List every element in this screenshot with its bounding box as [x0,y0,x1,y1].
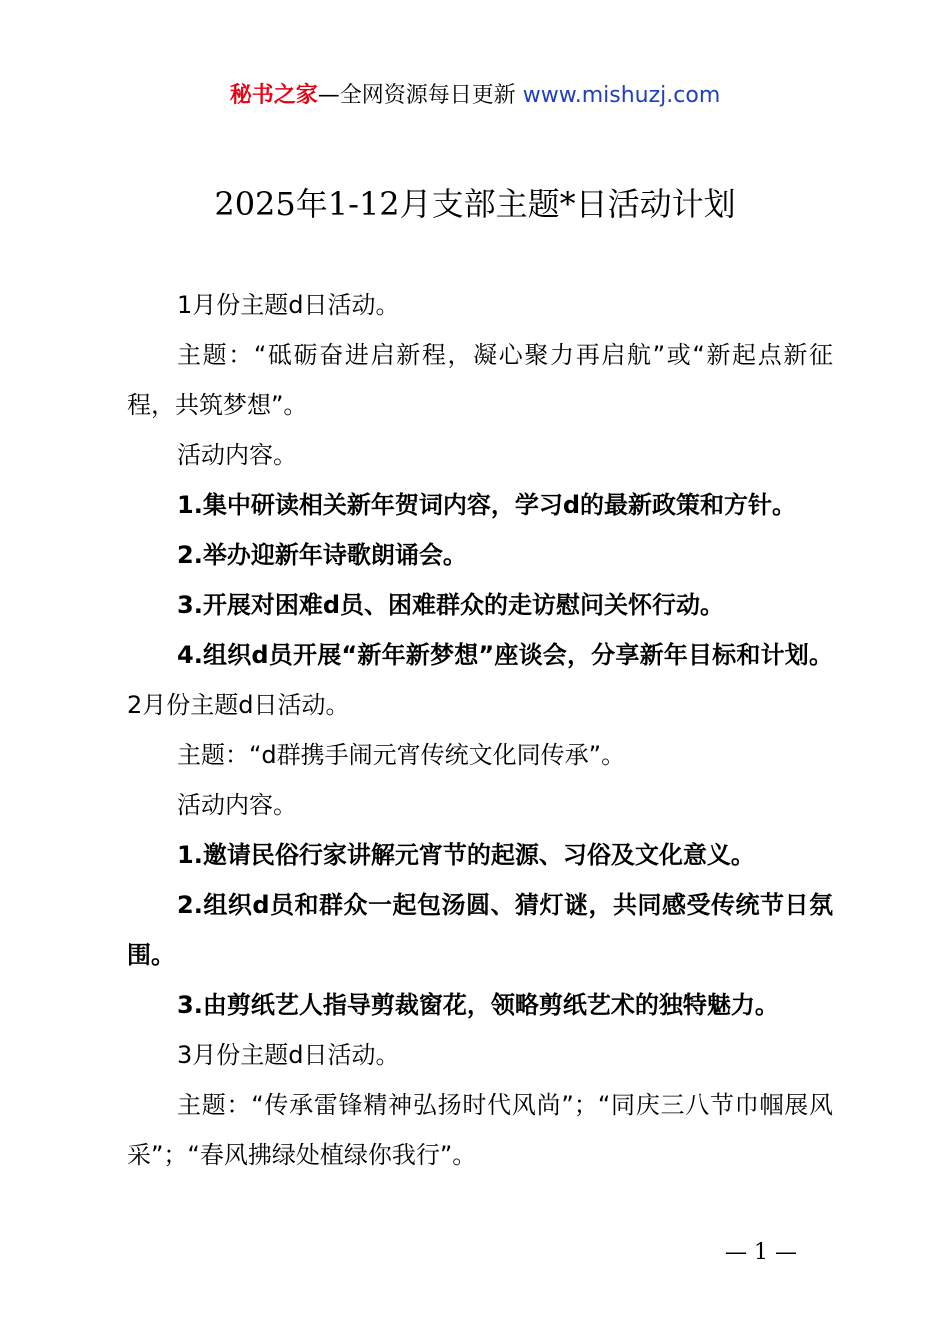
paragraph-feb-item-1: 1.邀请民俗行家讲解元宵节的起源、习俗及文化意义。 [177,841,755,869]
paragraph-jan-item-3: 3.开展对困难d员、困难群众的走访慰问关怀行动。 [177,591,724,619]
paragraph-jan-item-1: 1.集中研读相关新年贺词内容，学习d的最新政策和方针。 [177,491,796,519]
feb-heading-text: 2月份主题d日活动。 [127,691,350,719]
brand-name: 秘书之家 [229,83,318,108]
paragraph-jan-item-4 [127,630,833,730]
site-url[interactable]: www.mishuzj.com [522,83,721,108]
paragraph-feb-theme: 主题：“d群携手闹元宵传统文化同传承”。 [177,741,626,769]
page-number: — 1 — [725,1240,797,1265]
jan-item-4-text: 4.组织d员开展“新年新梦想”座谈会，分享新年目标和计划。 [177,641,833,669]
paragraph-mar-theme: 主题：“传承雷锋精神弘扬时代风尚”；“同庆三八节巾帼展风采”；“春风拂绿处植绿你我行”。 [127,1091,833,1169]
paragraph-activity-label-2: 活动内容。 [177,791,297,819]
paragraph-jan-heading: 1月份主题d日活动。 [177,291,400,319]
site-header [0,80,950,112]
paragraph-jan-theme: 主题：“砥砺奋进启新程，凝心聚力再启航”或“新起点新征程，共筑梦想”。 [127,341,833,419]
paragraph-feb-item-3: 3.由剪纸艺人指导剪裁窗花，领略剪纸艺术的独特魅力。 [177,991,779,1019]
paragraph-feb-item-2: 2.组织d员和群众一起包汤圆、猜灯谜，共同感受传统节日氛围。 [127,891,833,969]
paragraph-mar-heading: 3月份主题d日活动。 [177,1041,400,1069]
document-body [127,280,833,1180]
paragraph-activity-label: 活动内容。 [177,441,297,469]
document-title: 2025年1-12月支部主题*日活动计划 [214,185,736,223]
header-tagline: —全网资源每日更新 [317,83,516,108]
paragraph-jan-item-2: 2.举办迎新年诗歌朗诵会。 [177,541,467,569]
